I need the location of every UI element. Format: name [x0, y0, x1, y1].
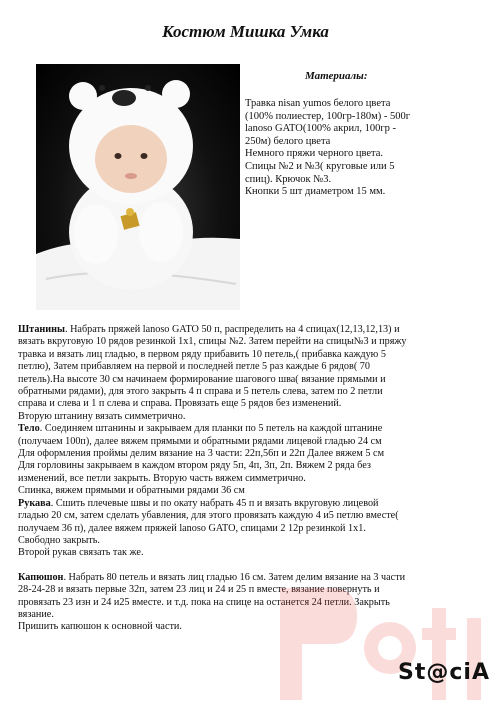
sleeve-line: Свободно закрыть.: [18, 534, 100, 546]
materials-line: Спицы №2 и №3( круговые или 5: [245, 160, 395, 172]
hood-line: провязать 23 изн и 24 и25 вместе. и т.д. пока на спице на останется 24 петли. Закрыть: [18, 596, 390, 608]
body-line: Спинка, вяжем прямыми и обратными рядами 36 см: [18, 485, 245, 497]
signature: St@ciA: [398, 660, 490, 685]
pants-line: справа и слева и 1 п слева и справа. Провязать еще 5 рядов без изменений.: [18, 398, 342, 410]
pants-line: петлю), Затем прибавляем на первой и последней петле 5 раз каждые 6 рядов( 70: [18, 361, 370, 373]
materials-line: (100% полиестер, 100гр-180м) - 500г: [245, 110, 411, 122]
materials-line: спиц). Крючок №3.: [245, 173, 332, 185]
body-line: Для оформления проймы делим вязание на 3 части: 22п,56п и 22п Далее вяжем 5 см: [18, 448, 385, 460]
hood-line: 28-24-28 и вязать первые 32п, затем 23 лиц и 24 и 25 п вместе, вязание повернуть и: [18, 584, 380, 596]
hood-line: вязание.: [18, 608, 54, 620]
materials-line: lanoso GATO(100% акрил, 100гр -: [245, 123, 397, 135]
hood-line: Пришить капюшон к основной части.: [18, 621, 182, 633]
materials-line: 250м) белого цвета: [245, 135, 331, 147]
pants-line: Штанины. Набрать пряжей lanoso GATO 50 п, распределить на 4 спицах(12,13,12,13) и: [18, 324, 400, 335]
pants-heading: Штанины: [18, 324, 65, 335]
materials-heading: Материалы:: [305, 70, 368, 82]
baby-bear-costume-photo: [36, 64, 240, 310]
materials-list: [245, 98, 445, 199]
body-heading: Тело: [18, 423, 40, 435]
page-title: Костюм Мишка Умка: [162, 22, 329, 41]
sleeve-line: Второй рукав связать так же.: [18, 547, 144, 559]
sleeve-line: Рукава. Сшить плечевые швы и по окату набрать 45 п и вязать вкруговую лицевой: [18, 497, 379, 509]
sleeve-heading: Рукава: [18, 497, 51, 509]
hood-heading: Капюшон: [18, 571, 64, 583]
body-line: изменений, все петли закрыть. Вторую часть вяжем симметрично.: [18, 472, 306, 484]
pants-line: вязать вкруговую 10 рядов резинкой 1х1, спицы №2. Затем перейти на спицы№3 и пряжу: [18, 336, 407, 348]
body-line: (получаем 100п), далее вяжем прямыми и обратными рядами лицевой гладью 24 см: [18, 435, 382, 447]
pants-line: петель).На высоте 30 см начинаем формирование шагового шва( вязание прямыми и: [18, 373, 386, 385]
materials-line: Немного пряжи черного цвета.: [245, 148, 384, 160]
body-line: Для горловины закрываем в каждом втором ряду 5п, 4п, 3п, 2п. Вяжем 2 ряда без: [18, 460, 371, 472]
pants-line: Вторую штанину вязать симметрично.: [18, 410, 186, 422]
pants-line: обратными рядами), для этого закрыть 4 п справа и 5 петель слева, затем по 2 петли: [18, 386, 383, 398]
hood-line: Капюшон. Набрать 80 петель и вязать лиц гладью 16 см. Затем делим вязание на 3 части: [18, 571, 406, 583]
sleeve-line: получаем 36 п), далее вяжем пряжей lanoso GATO, спицами 2 12р резинкой 1х1.: [18, 522, 366, 534]
materials-line: Кнопки 5 шт диаметром 15 мм.: [245, 186, 386, 198]
body-line: Тело. Соединяем штанины и закрываем для планки по 5 петель на каждой штанине: [18, 423, 383, 435]
pants-line: травка и вязать лиц гладью, в первом ряду прибавить 10 петель,( прибавка каждую 5: [18, 348, 386, 360]
materials-line: Травка nisan yumos белого цвета: [245, 98, 391, 109]
sleeve-line: гладью 20 см, затем сделать убавления, для этого провязать каждую 4 и5 петлю вместе(: [18, 510, 399, 522]
